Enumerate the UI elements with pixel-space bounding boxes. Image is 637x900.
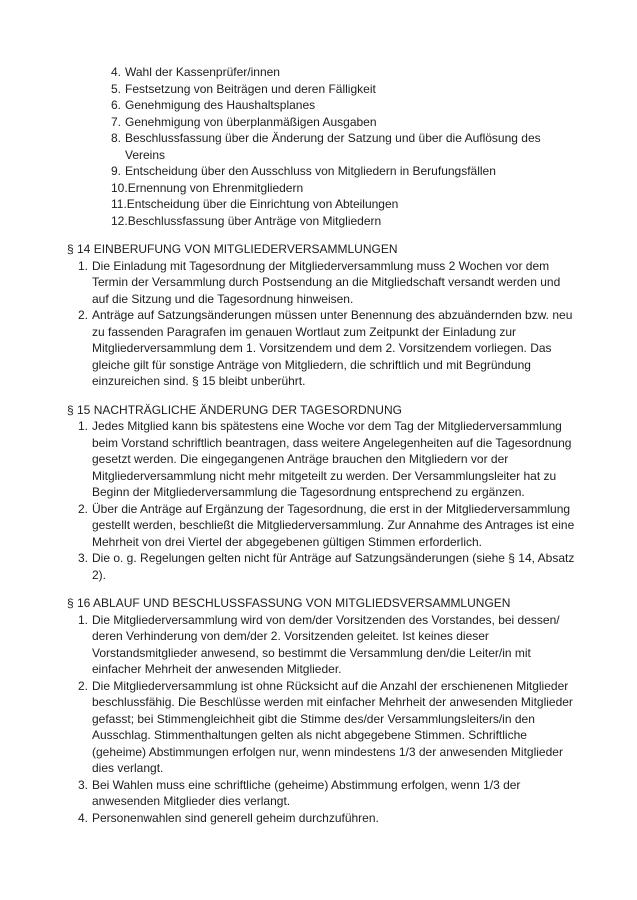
list-item-number: 3. — [78, 777, 89, 792]
list-item-text: Anträge auf Satzungsänderungen müssen unter Benennung des abzuändernden bzw. neu zu fassenden Paragrafen im genauen Wortlaut zum Zeitpunkt der Einladung zur Mitgliederversammlung dem 1. Vorsitzendem und dem 2. Vorsitzendem vorliegen. Das gleiche gilt für sonstige Anträge von Mitgliedern, die schriftlich und mit Begründung einzureichen sind. § 15 bleibt unberührt. — [92, 308, 573, 388]
list-item-number: 4. — [111, 65, 122, 79]
list-item — [111, 114, 573, 131]
list-item — [78, 612, 579, 678]
list-item-number: 5. — [111, 81, 122, 96]
list-item — [78, 307, 579, 390]
list-item-text: Entscheidung über den Ausschluss von Mitgliedern in Berufungsfällen — [125, 164, 496, 178]
section-heading: § 14 EINBERUFUNG VON MITGLIEDERVERSAMMLUNGEN — [67, 242, 398, 256]
section-heading: § 15 NACHTRÄGLICHE ÄNDERUNG DER TAGESORDNUNG — [67, 402, 402, 417]
list-item-text: Genehmigung von überplanmäßigen Ausgaben — [125, 114, 377, 129]
list-item-number: 2. — [78, 308, 89, 322]
list-item — [78, 678, 579, 777]
list-item-number: 1. — [78, 419, 89, 433]
list-item — [111, 130, 573, 163]
list-item — [111, 180, 573, 197]
list-item — [78, 777, 579, 810]
list-item-text: Personenwahlen sind generell geheim durchzuführen. — [92, 810, 379, 825]
list-item-number: 3. — [78, 551, 89, 565]
list-item — [111, 213, 573, 230]
list-item — [111, 64, 573, 81]
list-item-text: Die o. g. Regelungen gelten nicht für Anträge auf Satzungsänderungen (siehe § 14, Absatz 2). — [92, 551, 575, 582]
list-item-number: 2. — [78, 501, 89, 516]
section-paragraph-15 — [67, 402, 637, 584]
section-paragraph-16 — [67, 595, 637, 826]
list-item — [78, 501, 579, 551]
list-item — [78, 418, 579, 501]
section-items — [67, 418, 637, 583]
section-paragraph-14 — [67, 241, 637, 390]
list-item-number: 9. — [111, 164, 122, 178]
list-item-number: 7. — [111, 114, 122, 129]
list-item — [78, 810, 579, 827]
section-items — [67, 612, 637, 827]
list-item-number: 1. — [78, 258, 89, 273]
list-item-number: 6. — [111, 98, 122, 112]
list-item-number: 1. — [78, 612, 89, 627]
list-item-number: 11. — [111, 197, 127, 211]
list-item — [111, 163, 573, 180]
list-item-text: Bei Wahlen muss eine schriftliche (geheime) Abstimmung erfolgen, wenn 1/3 der anwesenden Mitglieder dies verlangt. — [92, 777, 521, 808]
section-items — [67, 258, 637, 390]
list-item-text: Beschlussfassung über Anträge von Mitgliedern — [127, 213, 382, 228]
list-item-text: Genehmigung des Haushaltsplanes — [125, 98, 316, 112]
list-item-text: Über die Anträge auf Ergänzung der Tagesordnung, die erst in der Mitgliederversammlung gestellt werden, beschließt die Mitgliederversammlung. Zur Annahme des Antrages ist eine Mehrheit von drei Viertel der abgegebenen gültigen Stimmen erforderlich. — [92, 501, 575, 549]
list-item-number: 8. — [111, 131, 122, 145]
list-item-text: Beschlussfassung über die Änderung der Satzung und über die Auflösung des Vereins — [125, 131, 541, 162]
list-item-number: 2. — [78, 678, 89, 693]
list-item-text: Entscheidung über die Einrichtung von Abteilungen — [126, 197, 399, 211]
list-item-text: Wahl der Kassenprüfer/innen — [125, 65, 280, 79]
list-item — [111, 97, 573, 114]
list-item — [111, 196, 573, 213]
list-item — [78, 258, 579, 308]
list-item-text: Festsetzung von Beiträgen und deren Fälligkeit — [125, 81, 376, 96]
list-item — [78, 550, 579, 583]
list-item-text: Die Mitgliederversammlung wird von dem/der Vorsitzenden des Vorstandes, bei dessen/ deren Verhinderung von dem/der 2. Vorsitzenden geleitet. Ist keines dieser Vorstandsmitglieder anwesend, so bestimmt die Versammlung den/die Leiter/in mit einfacher Mehrheit der anwesenden Mitglieder. — [92, 612, 560, 676]
list-item-text: Jedes Mitglied kann bis spätestens eine Woche vor dem Tag der Mitgliederversammlung beim Vorstand schriftlich beantragen, dass weitere Angelegenheiten auf die Tagesordnung gesetzt werden. Die eingegangenen Anträge brauchen den Mitgliedern vor der Mitgliederversammlung nicht mehr mitgeteilt zu werden. Der Versammlungsleiter hat zu Beginn der Mitgliederversammlung die Tagesordnung entsprechend zu ergänzen. — [92, 419, 572, 499]
list-item-text: Die Einladung mit Tagesordnung der Mitgliederversammlung muss 2 Wochen vor dem Termin der Versammlung durch Postsendung an die Mitgliedschaft versandt werden und auf die Sitzung und die Tagesordnung hinweisen. — [92, 258, 561, 306]
agenda-items-list — [111, 64, 573, 229]
list-item-number: 4. — [78, 810, 89, 825]
section-heading: § 16 ABLAUF UND BESCHLUSSFASSUNG VON MITGLIEDSVERSAMMLUNGEN — [67, 596, 511, 610]
list-item-text: Die Mitgliederversammlung ist ohne Rücksicht auf die Anzahl der erschienenen Mitglieder beschlussfähig. Die Beschlüsse werden mit einfacher Mehrheit der anwesenden Mitglieder gefasst; bei Stimmengleichheit gibt die Stimme des/der Versammlungsleiters/in den Ausschlag. Stimmenthaltungen gelten als nicht abgegebene Stimmen. Schriftliche (geheime) Abstimmungen erfolgen nur, wenn mindestens 1/3 der anwesenden Mitglieder dies verlangt. — [92, 678, 573, 775]
list-item-number: 12. — [111, 213, 128, 228]
list-item — [111, 81, 573, 98]
list-item-number: 10. — [111, 180, 128, 195]
list-item-text: Ernennung von Ehrenmitgliedern — [127, 180, 304, 195]
